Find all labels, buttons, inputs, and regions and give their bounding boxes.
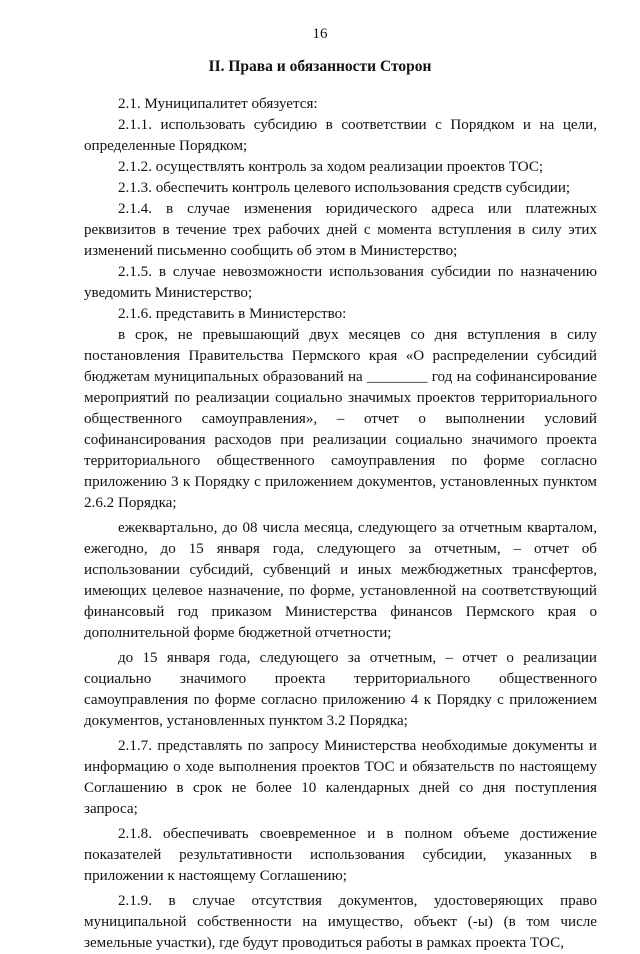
document-body [84,94,597,954]
paragraph: 2.1. Муниципалитет обязуется: [118,96,318,112]
paragraph: ежеквартально, до 08 числа месяца, следующего за отчетным кварталом, ежегодно, до 15 января года, следующего за отчетным, – отчет об использовании субсидий, субвенций и иных межбюджетных трансфертов, имеющих целевое назначение, по форме, установленной на соответствующий финансовый год приказом Министерства финансов Пермского края о дополнительной форме бюджетной отчетности; [84,520,597,641]
paragraph: 2.1.4. в случае изменения юридического адреса или платежных реквизитов в течение трех рабочих дней с момента вступления в силу этих изменений письменно сообщить об этом в Министерство; [84,201,597,259]
paragraph: 2.1.2. осуществлять контроль за ходом реализации проектов ТОС; [118,159,544,175]
paragraph: в срок, не превышающий двух месяцев со дня вступления в силу постановления Правительства Пермского края «О распределении субсидий бюджетам муниципальных образований на ________ год на софинансирование мероприятий по реализации социально значимых проектов территориального общественного самоуправления», – отчет о выполнении условий софинансирования расходов при реализации социально значимого проекта территориального общественного самоуправления по форме согласно приложению 3 к Порядку с приложением документов, установленных пунктом 2.6.2 Порядка; [84,327,597,511]
paragraph: 2.1.3. обеспечить контроль целевого использования средств субсидии; [118,180,571,196]
section-heading: II. Права и обязанности Сторон [208,58,432,75]
paragraph: 2.1.8. обеспечивать своевременное и в полном объеме достижение показателей результативности использования субсидии, указанных в приложении к настоящему Соглашению; [84,826,597,884]
paragraph: 2.1.1. использовать субсидию в соответствии с Порядком и на цели, определенные Порядком; [84,117,597,154]
paragraph: 2.1.6. представить в Министерство: [118,306,347,322]
page-number: 16 [312,26,328,42]
paragraph: 2.1.9. в случае отсутствия документов, удостоверяющих право муниципальной собственности на имущество, объект (-ы) (в том числе земельные участки), где будут проводиться работы в рамках проекта ТОС, [84,893,597,951]
paragraph: до 15 января года, следующего за отчетным, – отчет о реализации социально значимого проекта территориального общественного самоуправления по форме согласно приложению 4 к Порядку с приложением документов, установленных пунктом 3.2 Порядка; [84,650,597,729]
paragraph: 2.1.7. представлять по запросу Министерства необходимые документы и информацию о ходе выполнения проектов ТОС и обязательств по настоящему Соглашению в срок не более 10 календарных дней со дня поступления запроса; [84,738,597,817]
paragraph: 2.1.5. в случае невозможности использования субсидии по назначению уведомить Министерство; [84,264,597,301]
